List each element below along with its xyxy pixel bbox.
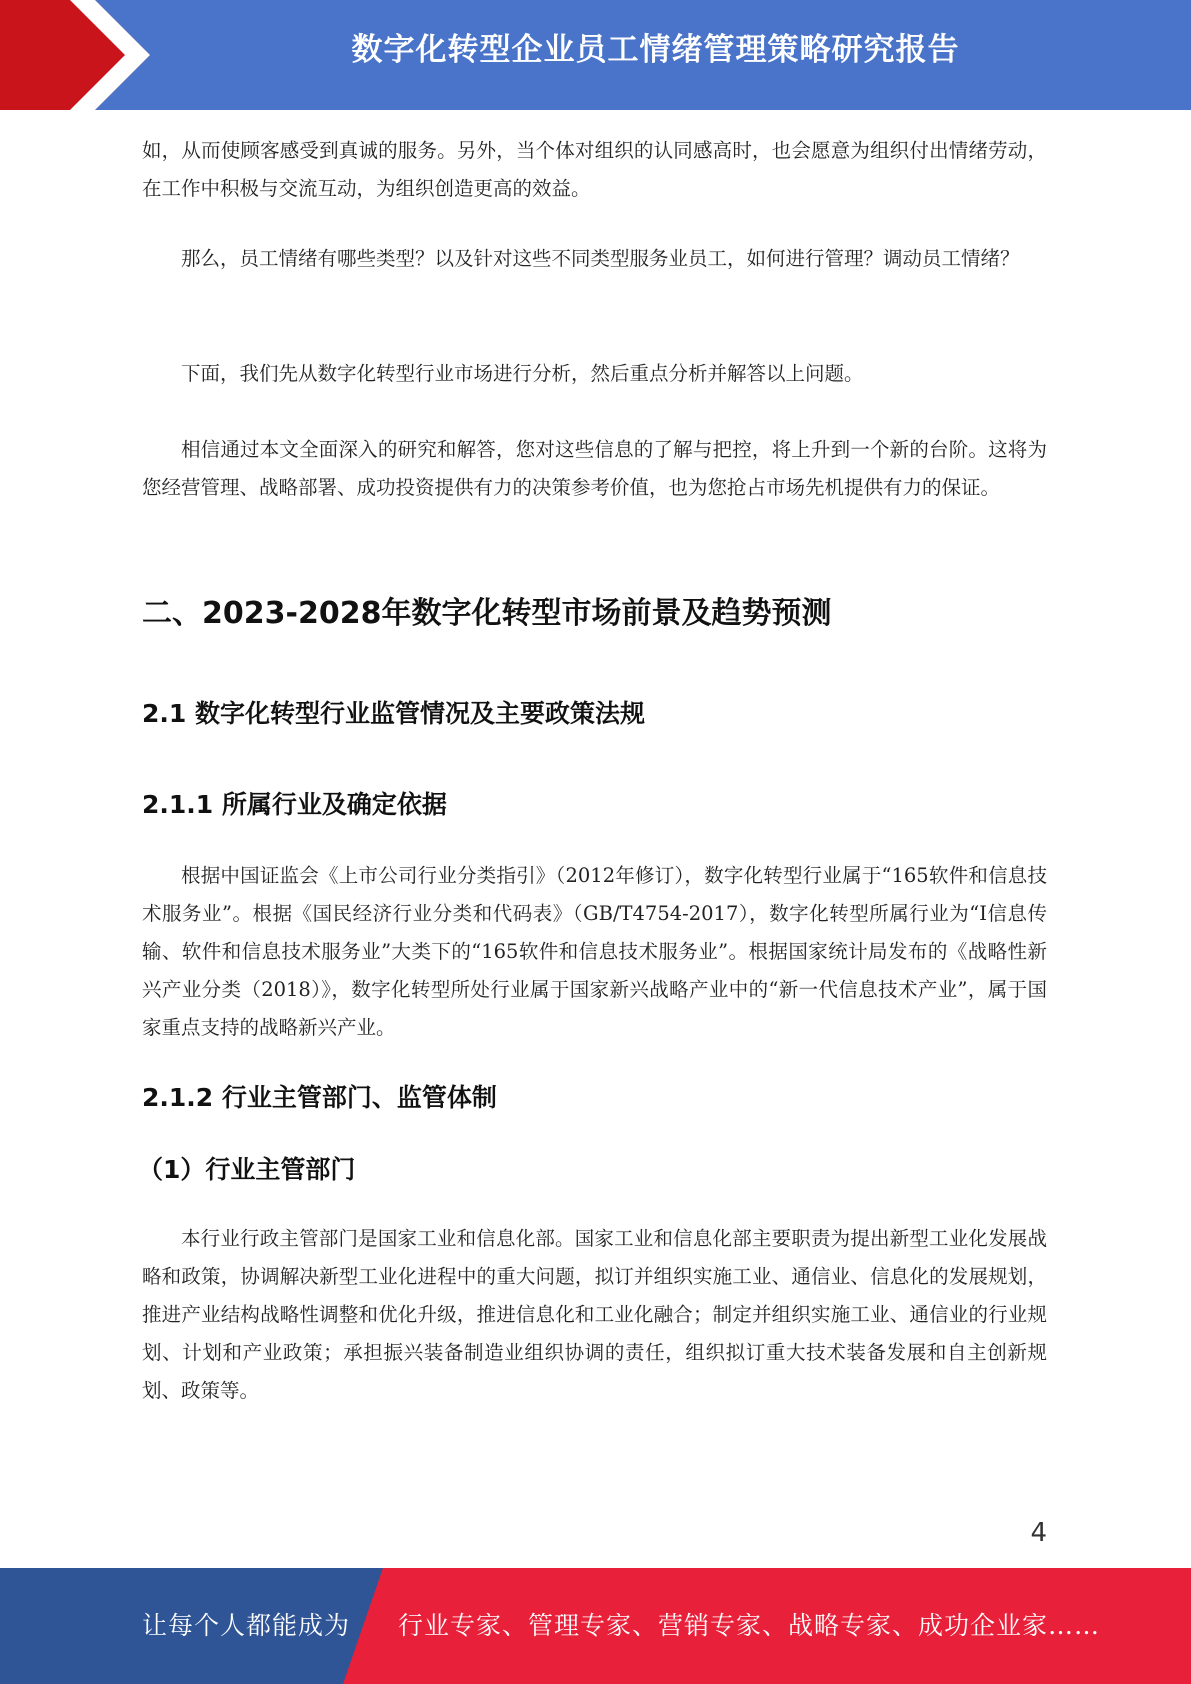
footer-slogan-right: 行业专家、管理专家、营销专家、战略专家、成功企业家…… bbox=[398, 1611, 1101, 1640]
section-heading-2: 二、2023-2028年数字化转型市场前景及趋势预测 bbox=[142, 596, 832, 631]
page-number: 4 bbox=[1030, 1518, 1047, 1548]
header-red-chevron bbox=[0, 0, 160, 110]
paragraph-1: 如，从而使顾客感受到真诚的服务。另外，当个体对组织的认同感高时，也会愿意为组织付出情绪劳动，在工作中积极与交流互动，为组织创造更高的效益。 bbox=[142, 139, 1047, 200]
paragraph-3: 下面，我们先从数字化转型行业市场进行分析，然后重点分析并解答以上问题。 bbox=[181, 362, 864, 385]
paragraph-3-block bbox=[142, 355, 1047, 393]
page-footer bbox=[0, 1568, 1191, 1684]
paragraph-6-block bbox=[142, 1220, 1047, 1410]
page-header bbox=[0, 0, 1191, 110]
heading-2-1-2: 2.1.2 行业主管部门、监管体制 bbox=[142, 1083, 497, 1112]
heading-2-1: 2.1 数字化转型行业监管情况及主要政策法规 bbox=[142, 699, 645, 728]
paragraph-5: 根据中国证监会《上市公司行业分类指引》（2012年修订），数字化转型行业属于“165软件和信息技术服务业”。根据《国民经济行业分类和代码表》（GB/T4754-2017），数字化转型所属行业为“I信息传输、软件和信息技术服务业”大类下的“165软件和信息技术服务业”。根据国家统计局发布的《战略性新兴产业分类（2018）》，数字化转型所处行业属于国家新兴战略产业中的“新一代信息技术产业”，属于国家重点支持的战略新兴产业。 bbox=[142, 864, 1047, 1039]
paragraph-4-block bbox=[142, 431, 1047, 507]
paragraph-1-block bbox=[142, 132, 1047, 208]
heading-industry-dept: （1）行业主管部门 bbox=[138, 1155, 356, 1184]
paragraph-6: 本行业行政主管部门是国家工业和信息化部。国家工业和信息化部主要职责为提出新型工业化发展战略和政策，协调解决新型工业化进程中的重大问题，拟订并组织实施工业、通信业、信息化的发展规划，推进产业结构战略性调整和优化升级，推进信息化和工业化融合；制定并组织实施工业、通信业的行业规划、计划和产业政策；承担振兴装备制造业组织协调的责任，组织拟订重大技术装备发展和自主创新规划、政策等。 bbox=[142, 1227, 1047, 1402]
footer-slogan-left: 让每个人都能成为 bbox=[142, 1611, 351, 1640]
paragraph-2-block bbox=[142, 240, 1047, 278]
paragraph-4: 相信通过本文全面深入的研究和解答，您对这些信息的了解与把控，将上升到一个新的台阶。这将为您经营管理、战略部署、成功投资提供有力的决策参考价值，也为您抢占市场先机提供有力的保证。 bbox=[142, 438, 1047, 499]
heading-2-1-1: 2.1.1 所属行业及确定依据 bbox=[142, 790, 447, 819]
paragraph-5-block bbox=[142, 857, 1047, 1047]
paragraph-2: 那么，员工情绪有哪些类型？以及针对这些不同类型服务业员工，如何进行管理？调动员工情绪？ bbox=[181, 247, 1020, 270]
header-title: 数字化转型企业员工情绪管理策略研究报告 bbox=[351, 32, 960, 68]
